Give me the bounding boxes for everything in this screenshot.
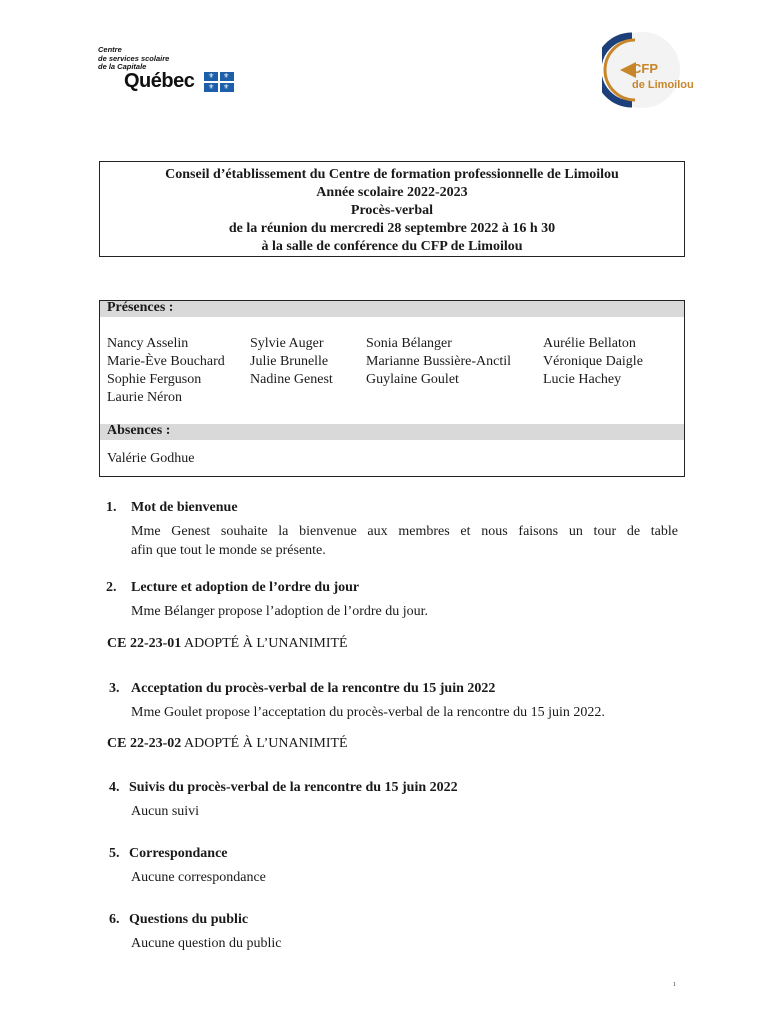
cfp-logo-line1: CFP	[632, 61, 658, 76]
agenda-item-6-body: Aucune question du public	[131, 936, 282, 951]
title-line-meeting-date: de la réunion du mercredi 28 septembre 2022 à 16 h 30	[228, 221, 556, 236]
agenda-item-4-body: Aucun suivi	[131, 804, 200, 819]
logo-line-centre: Centre	[98, 45, 122, 54]
agenda-item-heading: Lecture et adoption de l’ordre du jour	[131, 580, 360, 595]
agenda-item-1-body-line2: afin que tout le monde se présente.	[131, 543, 326, 558]
agenda-item-4-title	[109, 780, 458, 796]
presences-column-2	[250, 335, 333, 389]
cfp-logo-graphic-icon	[602, 22, 706, 120]
agenda-item-6-title	[109, 912, 248, 928]
agenda-item-1-body	[131, 522, 678, 560]
agenda-item-1-body-line1: Mme Genest souhaite la bienvenue aux membres et nous faisons un tour de table	[131, 524, 678, 539]
agenda-item-heading: Questions du public	[129, 912, 249, 927]
attendee-name: Sylvie Auger	[250, 336, 324, 351]
presences-column-4	[543, 335, 643, 389]
presences-column-1	[107, 335, 225, 407]
page-number: 1	[673, 982, 676, 988]
attendee-name: Sophie Ferguson	[107, 372, 202, 387]
logo-line-capitale: de la Capitale	[98, 62, 147, 71]
agenda-item-2-body: Mme Bélanger propose l’adoption de l’ordre du jour.	[131, 604, 429, 619]
resolution-code: CE 22-23-01	[107, 636, 182, 651]
agenda-item-number: 6.	[109, 912, 120, 927]
attendee-name: Laurie Néron	[107, 390, 183, 405]
quebec-logo	[98, 46, 248, 98]
quebec-wordmark: Québec	[124, 70, 195, 92]
agenda-item-2-title	[106, 580, 359, 596]
agenda-item-number: 3.	[109, 681, 120, 696]
logo-line-services: de services scolaire	[98, 53, 170, 63]
agenda-item-heading: Suivis du procès-verbal de la rencontre du 15 juin 2022	[129, 780, 458, 795]
presences-header-shade	[100, 301, 684, 317]
resolution-ce-22-23-02	[107, 736, 348, 752]
cfp-logo-line2: de Limoilou	[632, 79, 694, 91]
agenda-item-heading: Acceptation du procès-verbal de la rencontre du 15 juin 2022	[131, 681, 496, 696]
attendee-name: Guylaine Goulet	[366, 372, 459, 387]
attendee-name: Julie Brunelle	[250, 354, 329, 369]
quebec-flag-icon: ⚜ ⚜ ⚜ ⚜	[204, 72, 234, 92]
agenda-item-number: 1.	[106, 500, 117, 515]
attendee-name: Lucie Hachey	[543, 372, 622, 387]
agenda-item-5-title	[109, 846, 228, 862]
agenda-item-heading: Correspondance	[129, 846, 228, 861]
title-box	[99, 161, 685, 257]
absences-heading: Absences :	[107, 423, 171, 438]
agenda-item-3-body: Mme Goulet propose l’acceptation du procès-verbal de la rencontre du 15 juin 2022.	[131, 705, 605, 720]
agenda-item-number: 2.	[106, 580, 117, 595]
presences-column-3	[366, 335, 511, 389]
attendee-name: Marie-Ève Bouchard	[107, 354, 225, 369]
absent-names: Valérie Godhue	[107, 451, 195, 466]
resolution-text: ADOPTÉ À L’UNANIMITÉ	[184, 736, 348, 751]
agenda-item-number: 5.	[109, 846, 120, 861]
attendance-box	[99, 300, 685, 477]
agenda-item-1-title	[106, 500, 238, 516]
title-line-location: à la salle de conférence du CFP de Limoilou	[261, 239, 523, 254]
attendee-name: Nadine Genest	[250, 372, 333, 387]
attendee-name: Marianne Bussière-Anctil	[366, 354, 512, 369]
resolution-code: CE 22-23-02	[107, 736, 182, 751]
title-line-minutes: Procès-verbal	[350, 203, 434, 218]
absences-header-shade	[100, 424, 684, 440]
agenda-item-number: 4.	[109, 780, 120, 795]
attendee-name: Aurélie Bellaton	[543, 336, 636, 351]
agenda-item-5-body: Aucune correspondance	[131, 870, 266, 885]
attendee-name: Sonia Bélanger	[366, 336, 452, 351]
resolution-ce-22-23-01	[107, 636, 348, 652]
cfp-limoilou-logo	[602, 22, 706, 120]
resolution-text: ADOPTÉ À L’UNANIMITÉ	[184, 636, 348, 651]
agenda-item-heading: Mot de bienvenue	[131, 500, 238, 515]
attendee-name: Véronique Daigle	[543, 354, 643, 369]
agenda-item-3-title	[109, 681, 495, 697]
title-line-council: Conseil d’établissement du Centre de formation professionnelle de Limoilou	[165, 167, 619, 182]
presences-heading: Présences :	[107, 300, 174, 315]
title-line-year: Année scolaire 2022-2023	[316, 185, 468, 200]
attendee-name: Nancy Asselin	[107, 336, 189, 351]
